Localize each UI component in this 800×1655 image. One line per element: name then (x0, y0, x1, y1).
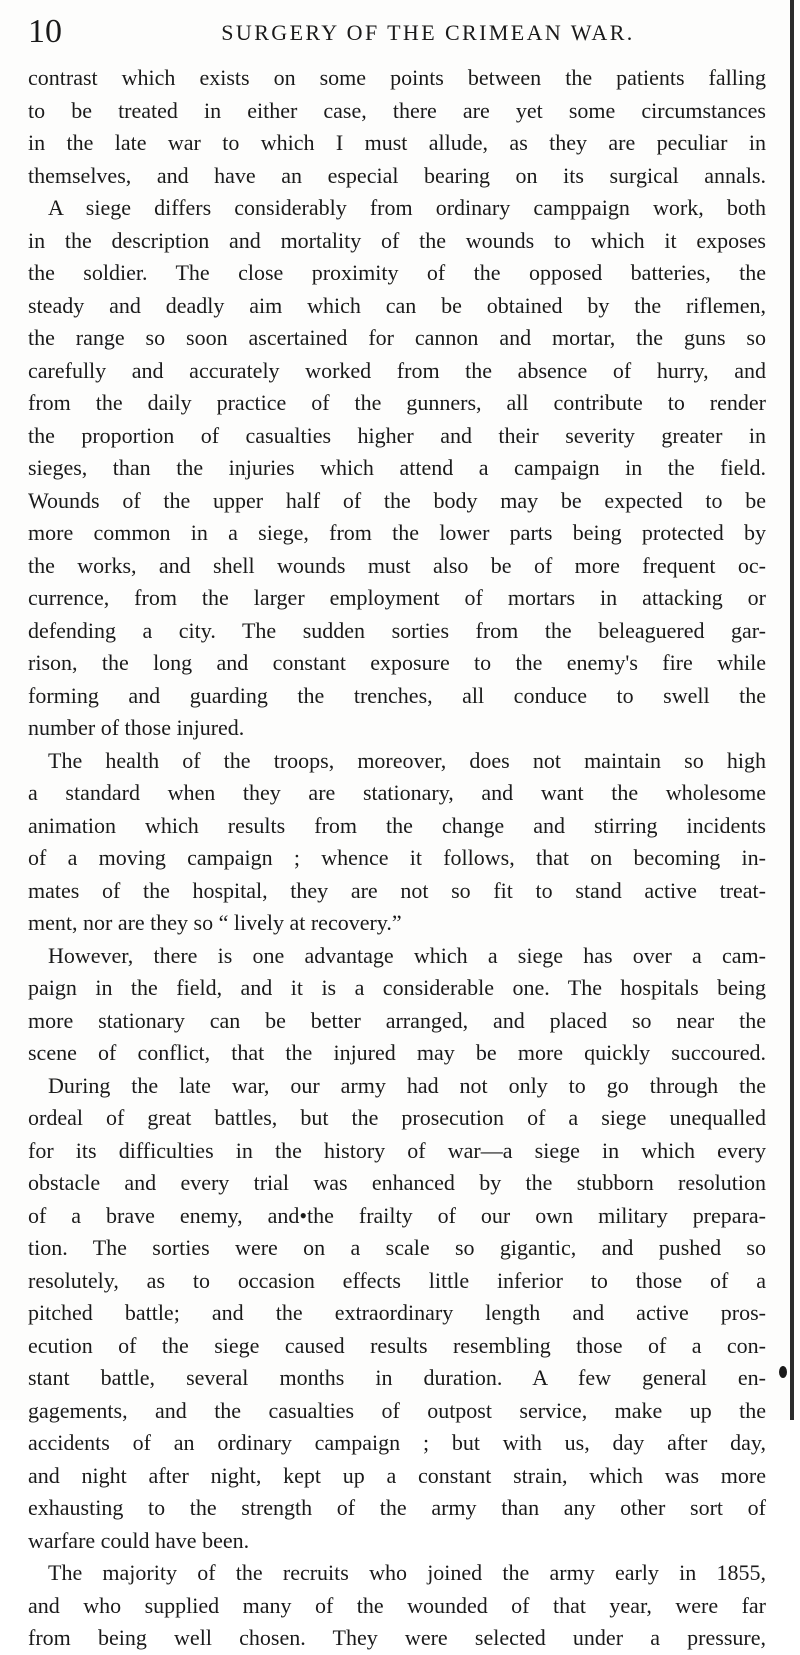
ink-spot (779, 1366, 787, 1378)
text-line: contrast which exists on some points between the patients falling (28, 65, 766, 90)
text-line: from the daily practice of the gunners, all contribute to render (28, 390, 766, 415)
text-line: for its difficulties in the history of war—a siege in which every (28, 1137, 766, 1163)
text-line: the soldier. The close proximity of the opposed batteries, the (28, 260, 766, 285)
text-line: currence, from the larger employment of mortars in attacking or (28, 585, 766, 610)
text-line: paign in the field, and it is a considerable one. The hospitals being (28, 975, 766, 1000)
text-line: tion. The sorties were on a scale so gigantic, and pushed so (28, 1235, 766, 1260)
text-line: ment, nor are they so “ lively at recovery.” (28, 910, 402, 935)
running-title: SURGERY OF THE CRIMEAN WAR. (221, 20, 635, 45)
text-line: the works, and shell wounds must also be of more frequent oc- (28, 552, 766, 578)
text-line: exhausting to the strength of the army than any other sort of (28, 1495, 766, 1520)
text-line: themselves, and have an especial bearing on its surgical annals. (28, 162, 766, 188)
text-line: the proportion of casualties higher and their severity greater in (28, 422, 766, 448)
text-line: accidents of an ordinary campaign ; but with us, day after day, (28, 1430, 766, 1455)
text-line: Wounds of the upper half of the body may be expected to be (28, 487, 766, 513)
text-line: steady and deadly aim which can be obtained by the riflemen, (28, 292, 766, 318)
text-line: defending a city. The sudden sorties from the beleaguered gar- (28, 617, 766, 643)
page-number: 10 (28, 13, 62, 50)
text-line: animation which results from the change and stirring incidents (28, 812, 766, 838)
text-line: from being well chosen. They were selected under a pressure, (28, 1625, 766, 1650)
text-line: of a brave enemy, and•the frailty of our own military prepara- (28, 1202, 766, 1228)
text-line: scene of conflict, that the injured may be more quickly succoured. (28, 1040, 766, 1065)
text-line: ecution of the siege caused results resembling those of a con- (28, 1332, 766, 1358)
text-line: However, there is one advantage which a siege has over a cam- (48, 942, 766, 968)
text-line: rison, the long and constant exposure to the enemy's fire while (28, 650, 766, 675)
text-line: stant battle, several months in duration. A few general en- (28, 1365, 766, 1390)
text-line: mates of the hospital, they are not so fit to stand active treat- (28, 877, 766, 903)
text-line: more common in a siege, from the lower parts being protected by (28, 520, 766, 545)
text-line: a standard when they are stationary, and want the wholesome (28, 780, 766, 805)
text-line: ordeal of great battles, but the prosecution of a siege unequalled (28, 1105, 766, 1130)
text-line: number of those injured. (28, 715, 245, 740)
text-line: and who supplied many of the wounded of that year, were far (28, 1592, 766, 1618)
text-line: During the late war, our army had not only to go through the (48, 1072, 766, 1098)
text-line: A siege differs considerably from ordinary camppaign work, both (48, 195, 766, 220)
text-line: of a moving campaign ; whence it follows, that on becoming in- (28, 845, 766, 870)
text-line: forming and guarding the trenches, all conduce to swell the (28, 682, 766, 708)
text-line: to be treated in either case, there are yet some circumstances (28, 97, 766, 123)
text-line: The majority of the recruits who joined the army early in 1855, (48, 1560, 766, 1585)
page-edge-shadow (790, 0, 794, 1420)
text-line: resolutely, as to occasion effects little inferior to those of a (28, 1267, 766, 1293)
text-line: the range so soon ascertained for cannon and mortar, the guns so (28, 325, 766, 350)
text-line: carefully and accurately worked from the absence of hurry, and (28, 357, 766, 383)
text-line: gagements, and the casualties of outpost service, make up the (28, 1397, 766, 1423)
text-line: pitched battle; and the extraordinary length and active pros- (28, 1300, 766, 1325)
text-line: The health of the troops, moreover, does not maintain so high (48, 747, 766, 773)
text-line: obstacle and every trial was enhanced by the stubborn resolution (28, 1170, 766, 1195)
body-text (28, 62, 766, 1655)
text-line: in the description and mortality of the wounds to which it exposes (28, 227, 766, 253)
text-line: and night after night, kept up a constant strain, which was more (28, 1462, 766, 1488)
text-line: warfare could have been. (28, 1527, 250, 1553)
text-line: sieges, than the injuries which attend a campaign in the field. (28, 455, 766, 480)
text-line: in the late war to which I must allude, as they are peculiar in (28, 130, 766, 155)
page-header (28, 12, 768, 52)
text-line: more stationary can be better arranged, and placed so near the (28, 1007, 766, 1033)
